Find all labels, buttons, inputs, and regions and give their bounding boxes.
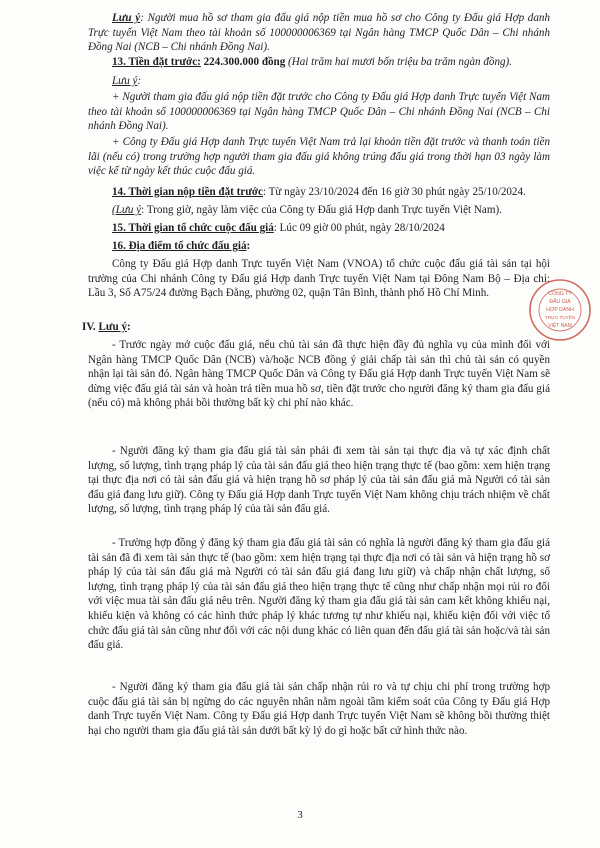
section-14 [88, 185, 550, 200]
section-13-bullet-1: + Người tham gia đấu giá nộp tiền đặt trước cho Công ty Đấu giá Hợp danh Trực tuyến Việt Nam theo tài khoản số 100000006369 tại Ngân hàng TMCP Quốc Dân – Chi nhánh Đồng Nai (NCB – Chi nhánh Đồng Nai). [88, 91, 550, 133]
section-15-title: 15. Thời gian tổ chức cuộc đấu giá [112, 222, 274, 234]
paragraph-1: - Trước ngày mở cuộc đấu giá, nếu chủ tài sản đã thực hiện đầy đủ nghĩa vụ của mình đối với Ngân hàng TMCP Quốc Dân (NCB) và/hoặc NCB đồng ý giải chấp tài sản thì chủ tài sản có quyền nhận lại tài sản đó. Ngân hàng TMCP Quốc Dân và Công ty Đấu giá Hợp danh Trực tuyến Việt Nam sẽ dừng việc đấu giá tài sản và hoàn trả tiền mua hồ sơ, tiền đặt trước cho người đăng ký tham gia đấu giá (nếu có) mà không phải bồi thường bất kỳ chi phí nào khác. [88, 339, 550, 410]
section-15-text: : Lúc 09 giờ 00 phút, ngày 28/10/2024 [273, 222, 445, 234]
svg-text:VIỆT NAM: VIỆT NAM [548, 323, 572, 329]
section-15 [88, 221, 550, 236]
deposit-amount: 224.300.000 đồng [200, 56, 286, 68]
note-label: (Lưu ý [112, 204, 142, 216]
paragraph-4: - Người đăng ký tham gia đấu giá tài sản chấp nhận rủi ro và tự chịu chi phí trong trường hợp cuộc đấu giá tài sản bị ngừng do các nguyên nhân nằm ngoài tầm kiểm soát của Công ty Đấu giá Hợp danh Trực tuyến Việt Nam. Công ty Đấu giá Hợp danh Trực tuyến Việt Nam sẽ không bồi thường thiệt hại cho người tham gia đấu giá tài sản dưới bất kỳ lý do gì hoặc bất cứ hình thức nào. [88, 681, 550, 737]
svg-text:TRỰC TUYẾN: TRỰC TUYẾN [544, 315, 576, 320]
section-13-note-label: Lưu ý: [112, 75, 142, 87]
note-text: : Trong giờ, ngày làm việc của Công ty Đấu giá Hợp danh Trực tuyến Việt Nam). [141, 204, 502, 216]
note-text: : Người mua hồ sơ tham gia đấu giá nộp tiền mua hồ sơ cho Công ty Đấu giá Hợp danh Trực tuyến Việt Nam theo tài khoản số 100000006369 tại Ngân hàng TMCP Quốc Dân – Chi nhánh Đồng Nai (NCB – Chi nhánh Đồng Nai). [88, 12, 550, 54]
svg-text:ĐẤU GIÁ: ĐẤU GIÁ [549, 299, 571, 305]
section-16-text: Công ty Đấu giá Hợp danh Trực tuyến Việt Nam (VNOA) tổ chức cuộc đấu giá tài sản tại hội trường của Chi nhánh Công ty Đấu giá Hợp danh Trực tuyến Việt Nam tại Đông Nam Bộ – Địa chỉ: Lầu 3, Số A75/24 đường Bạch Đằng, phường 02, quận Tân Bình, thành phố Hồ Chí Minh. [88, 258, 550, 300]
paragraph-2: - Người đăng ký tham gia đấu giá tài sản phải đi xem tài sản tại thực địa và tự xác định chất lượng, số lượng, tình trạng pháp lý của tài sản đấu giá theo hiện trạng thực tế (bao gồm: xem hiện trạng tại thực địa nơi có tài sản đấu giá và hiện trạng hồ sơ pháp lý của tài sản đấu giá mà Người có tài sản đấu giá đang lưu giữ). Công ty Đấu giá Hợp danh Trực tuyến Việt Nam không chịu trách nhiệm về chất lượng, số lượng, tình trạng pháp lý của tài sản đấu giá. [88, 445, 550, 516]
page-number: 3 [297, 809, 303, 821]
section-13-heading [88, 55, 550, 70]
deposit-amount-words: (Hai trăm hai mươi bốn triệu ba trăm ngàn đồng). [285, 56, 513, 68]
section-13-title: 13. Tiền đặt trước: [112, 56, 201, 68]
section-16-heading: 16. Địa điểm tổ chức đấu giá: [112, 240, 251, 252]
section-14-note [88, 203, 550, 218]
note-label: Lưu ý [112, 75, 138, 87]
paragraph-3: - Trường hợp đồng ý đăng ký tham gia đấu giá tài sản có nghĩa là người đăng ký tham gia đấu giá tài sản đã đi xem tài sản thực tế (bao gồm: xem hiện trạng tại thực địa nơi có tài sản và hiện trạng hồ sơ pháp lý của tài sản đấu giá mà Người có tài sản đấu giá đang lưu giữ) và chấp nhận chất lượng, số lượng, tình trạng pháp lý của tài sản đấu giá theo hiện trạng thực tế cũng như chấp nhận mọi rủi ro đối với việc mua tài sản đấu giá nêu trên. Người đăng ký tham gia đấu giá tài sản cam kết không khiếu nại, khiếu kiện và không có các hình thức pháp lý khác tương tự như khiếu nại, khiếu kiện đối với việc tổ chức đấu giá tài sản cũng như đối với các nội dung khác có liên quan đến đấu giá tài sản hoặc/và tài sản đấu giá. [88, 537, 550, 652]
company-seal [528, 278, 592, 342]
section-4-title: Lưu ý [98, 321, 128, 333]
svg-text:HỢP DANH: HỢP DANH [546, 307, 574, 313]
section-13-bullet-2: + Công ty Đấu giá Hợp danh Trực tuyến Việt Nam trả lại khoản tiền đặt trước và thanh toán tiền lãi (nếu có) trong trường hợp người tham gia đấu giá không trúng đấu giá trong thời hạn 03 ngày làm việc kể từ ngày kết thúc cuộc đấu giá. [88, 136, 550, 178]
svg-text:CÔNG TY: CÔNG TY [548, 291, 572, 297]
section-16-title: 16. Địa điểm tổ chức đấu giá [112, 240, 247, 252]
section-12-note [88, 11, 550, 55]
section-4-heading: IV. Lưu ý: [82, 321, 131, 333]
section-14-title: 14. Thời gian nộp tiền đặt trước [112, 186, 263, 198]
section-14-text: : Từ ngày 23/10/2024 đến 16 giờ 30 phút ngày 25/10/2024. [262, 186, 526, 198]
note-label: Lưu ý [112, 12, 141, 24]
